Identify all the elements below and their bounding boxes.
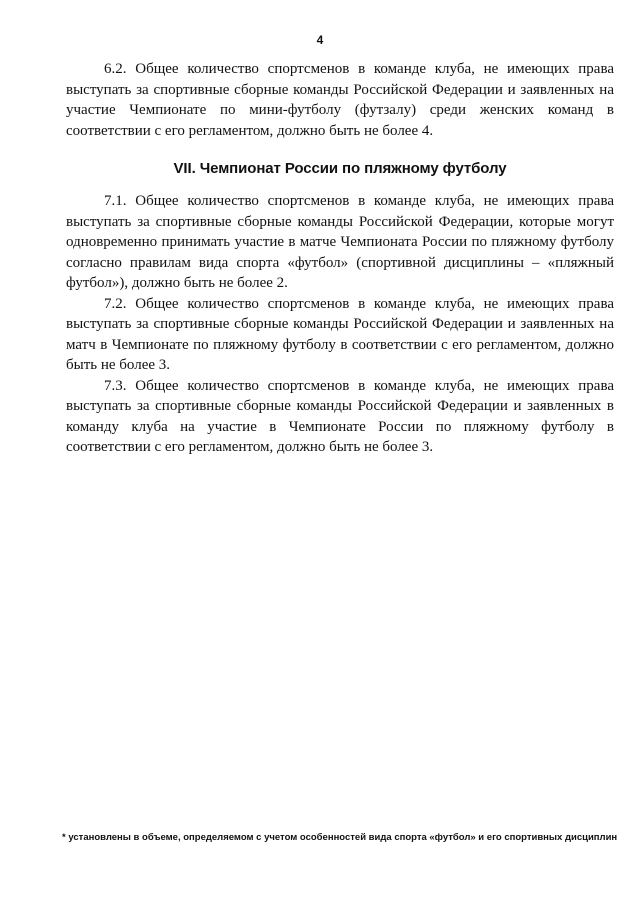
paragraph-7-3: 7.3. Общее количество спортсменов в команде клуба, не имеющих права выступать за спортивные сборные команды Российской Федерации и заявленных в команду клуба на участие в Чемпионате России по пляжному футболу в соответствии с его регламентом, должно быть не более 3. (66, 377, 614, 455)
paragraph-7-1: 7.1. Общее количество спортсменов в команде клуба, не имеющих права выступать за спортивные сборные команды Российской Федерации, которые могут одновременно принимать участие в матче Чемпионата России по пляжному футболу согласно правилам вида спорта «футбол» (спортивной дисциплины – «пляжный футбол»), должно быть не более 2. (66, 193, 614, 291)
paragraph-7-2: 7.2. Общее количество спортсменов в команде клуба, не имеющих права выступать за спортивные сборные команды Российской Федерации и заявленных на матч в Чемпионате по пляжному футболу в соответствии с его регламентом, должно быть не более 3. (66, 295, 614, 373)
document-body (66, 59, 614, 458)
footnote: * установлены в объеме, определяемом с учетом особенностей вида спорта «футбол» и его спортивных дисциплин (62, 832, 618, 843)
section-heading: VII. Чемпионат России по пляжному футболу (173, 160, 507, 177)
paragraph-6-2: 6.2. Общее количество спортсменов в команде клуба, не имеющих права выступать за спортивные сборные команды Российской Федерации и заявленных на участие Чемпионате по мини-футболу (футзалу) среди женских команд в соответствии с его регламентом, должно быть не более 4. (66, 61, 614, 139)
page-number: 4 (316, 33, 324, 47)
